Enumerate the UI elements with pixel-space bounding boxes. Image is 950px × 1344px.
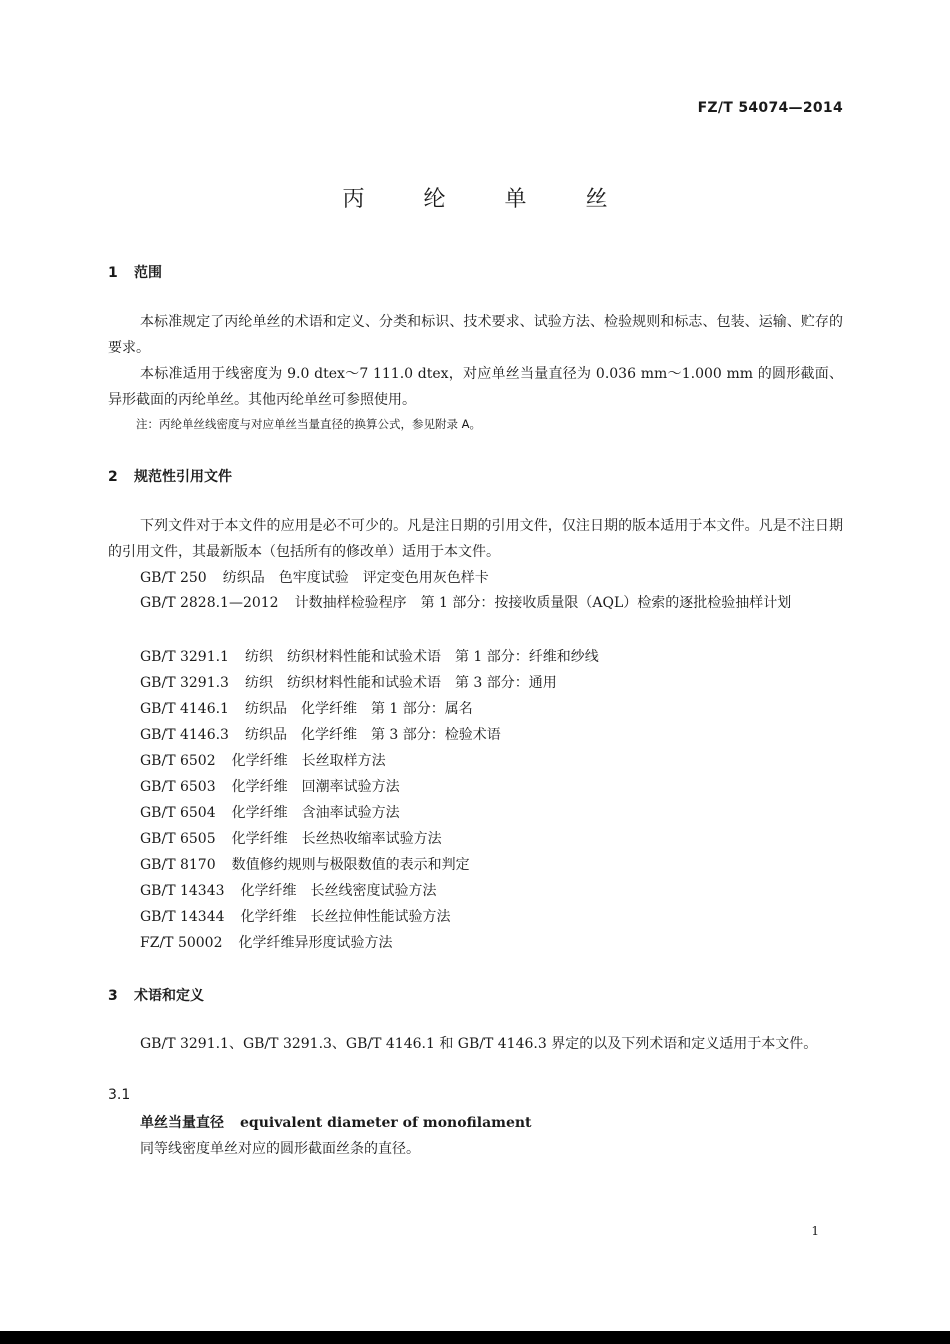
reference-item bbox=[140, 802, 400, 822]
reference-item bbox=[140, 854, 470, 874]
term-english: equivalent diameter of monofilament bbox=[240, 1115, 532, 1131]
bottom-border bbox=[0, 1331, 950, 1344]
page-number: 1 bbox=[811, 1224, 819, 1238]
reference-title: 纺织 纺织材料性能和试验术语 第 3 部分：通用 bbox=[244, 675, 557, 691]
reference-title: 计数抽样检验程序 第 1 部分：按接收质量限（AQL）检索的逐批检验抽样计划 bbox=[294, 595, 792, 611]
reference-code: GB/T 3291.3 bbox=[140, 675, 229, 691]
reference-title: 化学纤维 长丝拉伸性能试验方法 bbox=[240, 909, 451, 925]
reference-title: 数值修约规则与极限数值的表示和判定 bbox=[231, 857, 470, 873]
section-2-heading bbox=[108, 466, 232, 486]
section-title: 规范性引用文件 bbox=[134, 469, 232, 485]
reference-code: GB/T 250 bbox=[140, 570, 207, 586]
section-title: 范围 bbox=[134, 265, 162, 281]
standard-code: FZ/T 54074—2014 bbox=[697, 100, 843, 116]
reference-title: 化学纤维 含油率试验方法 bbox=[231, 805, 400, 821]
section-number: 3 bbox=[108, 988, 118, 1004]
reference-code: GB/T 6505 bbox=[140, 831, 216, 847]
reference-code: GB/T 14343 bbox=[140, 883, 225, 899]
reference-item bbox=[140, 646, 599, 666]
reference-item bbox=[140, 567, 489, 587]
reference-item bbox=[140, 672, 557, 692]
reference-item bbox=[140, 828, 442, 848]
reference-item bbox=[108, 590, 843, 616]
reference-code: GB/T 3291.1 bbox=[140, 649, 229, 665]
section-title: 术语和定义 bbox=[134, 988, 204, 1004]
reference-title: 纺织品 化学纤维 第 1 部分：属名 bbox=[244, 701, 473, 717]
term-definition: 同等线密度单丝对应的圆形截面丝条的直径。 bbox=[140, 1141, 420, 1157]
reference-item bbox=[140, 698, 473, 718]
reference-code: GB/T 4146.1 bbox=[140, 701, 229, 717]
section-1-paragraph-1: 本标准规定了丙纶单丝的术语和定义、分类和标识、技术要求、试验方法、检验规则和标志、包装、运输、贮存的要求。 bbox=[108, 314, 843, 356]
section-1-heading bbox=[108, 262, 162, 282]
document-title: 丙 纶 单 丝 bbox=[342, 187, 634, 212]
term-chinese: 单丝当量直径 bbox=[140, 1115, 224, 1131]
reference-code: FZ/T 50002 bbox=[140, 935, 223, 951]
reference-item bbox=[140, 932, 392, 952]
reference-title: 化学纤维 长丝热收缩率试验方法 bbox=[231, 831, 442, 847]
section-1-note: 注：丙纶单丝线密度与对应单丝当量直径的换算公式，参见附录 A。 bbox=[136, 417, 482, 431]
section-number: 2 bbox=[108, 469, 118, 485]
section-2-intro: 下列文件对于本文件的应用是必不可少的。凡是注日期的引用文件，仅注日期的版本适用于本文件。凡是不注日期的引用文件，其最新版本（包括所有的修改单）适用于本文件。 bbox=[108, 518, 843, 560]
section-3-heading bbox=[108, 985, 204, 1005]
reference-item bbox=[140, 906, 451, 926]
reference-item bbox=[140, 750, 386, 770]
reference-code: GB/T 6504 bbox=[140, 805, 216, 821]
reference-code: GB/T 4146.3 bbox=[140, 727, 229, 743]
reference-title: 化学纤维异形度试验方法 bbox=[238, 935, 393, 951]
reference-title: 纺织 纺织材料性能和试验术语 第 1 部分：纤维和纱线 bbox=[244, 649, 599, 665]
reference-item bbox=[140, 880, 437, 900]
reference-title: 化学纤维 长丝取样方法 bbox=[231, 753, 386, 769]
section-3-intro: GB/T 3291.1、GB/T 3291.3、GB/T 4146.1 和 GB/T 4146.3 界定的以及下列术语和定义适用于本文件。 bbox=[140, 1036, 818, 1052]
reference-code: GB/T 6502 bbox=[140, 753, 216, 769]
reference-code: GB/T 2828.1—2012 bbox=[140, 595, 279, 611]
reference-title: 化学纤维 长丝线密度试验方法 bbox=[240, 883, 437, 899]
term-entry bbox=[140, 1112, 532, 1132]
reference-code: GB/T 6503 bbox=[140, 779, 216, 795]
section-1-paragraph-2: 本标准适用于线密度为 9.0 dtex～7 111.0 dtex，对应单丝当量直径为 0.036 mm～1.000 mm 的圆形截面、异形截面的丙纶单丝。其他丙纶单丝可参照使用。 bbox=[108, 366, 843, 408]
reference-code: GB/T 14344 bbox=[140, 909, 225, 925]
reference-item bbox=[140, 724, 501, 744]
reference-code: GB/T 8170 bbox=[140, 857, 216, 873]
clause-number: 3.1 bbox=[108, 1087, 131, 1103]
reference-item bbox=[140, 776, 400, 796]
section-number: 1 bbox=[108, 265, 118, 281]
reference-title: 纺织品 化学纤维 第 3 部分：检验术语 bbox=[244, 727, 501, 743]
reference-title: 化学纤维 回潮率试验方法 bbox=[231, 779, 400, 795]
reference-title: 纺织品 色牢度试验 评定变色用灰色样卡 bbox=[222, 570, 489, 586]
